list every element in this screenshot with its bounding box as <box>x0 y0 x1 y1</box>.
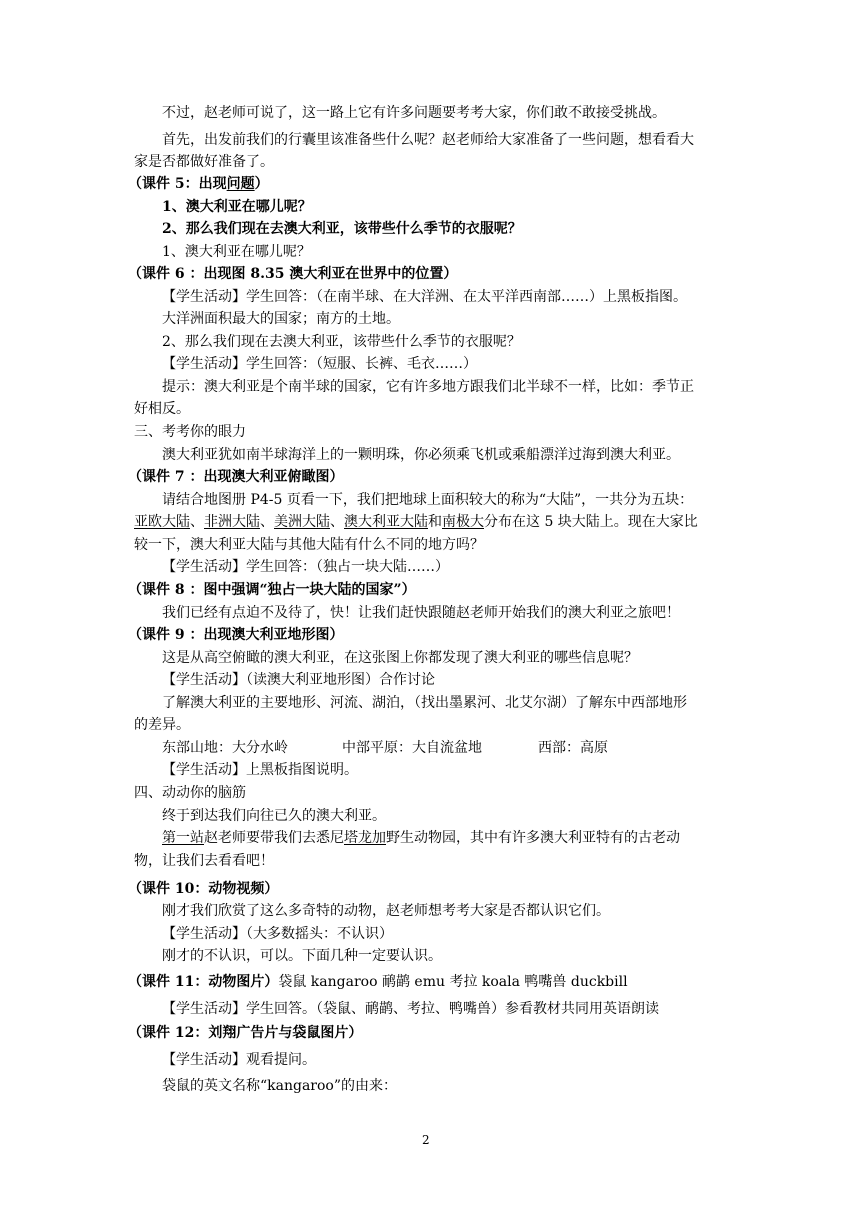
continent-label: 美洲大陆 <box>274 514 330 530</box>
courseware-heading: （课件 6 ：出现图 8.35 澳大利亚在世界中的位置） <box>128 266 458 282</box>
paragraph: 第一站赵老师要带我们去悉尼塔龙加野生动物园，其中有许多澳大利亚特有的古老动 <box>162 830 680 846</box>
paragraph: 家是否都做好准备了。 <box>134 154 274 170</box>
paragraph: 物，让我们去看看吧！ <box>134 853 274 869</box>
section-heading: 三、考考你的眼力 <box>134 424 246 440</box>
courseware-heading: （课件 11：动物图片）袋鼠 kangaroo 鸸鹋 emu 考拉 koala 鸭嘴兽 duckbill <box>128 974 628 990</box>
student-activity: 【学生活动】学生回答。（袋鼠、鸸鹋、考拉、鸭嘴兽）参看教材共同用英语朗读 <box>162 1001 659 1017</box>
paragraph: 较一下，澳大利亚大陆与其他大陆有什么不同的地方吗？ <box>134 537 484 553</box>
section-heading: 四、动动你的脑筋 <box>134 785 246 801</box>
question: 1、澳大利亚在哪儿呢？ <box>162 244 311 260</box>
question: 2、那么我们现在去澳大利亚，该带些什么季节的衣服呢？ <box>162 334 521 350</box>
paragraph: 终于到达我们向往已久的澳大利亚。 <box>162 808 386 824</box>
paragraph: 不过，赵老师可说了，这一路上它有许多问题要考考大家，你们敢不敢接受挑战。 <box>162 105 666 121</box>
paragraph: 请结合地图册 P4-5 页看一下，我们把地球上面积较大的称为“大陆”，一共分为五块： <box>162 492 694 508</box>
terrain-middle: 中部平原：大自流盆地 <box>342 740 482 756</box>
courseware-heading: （课件 8 ：图中强调“独占一块大陆的国家”） <box>128 582 416 598</box>
courseware-heading: （课件 12：刘翔广告片与袋鼠图片） <box>128 1025 363 1041</box>
student-activity: 【学生活动】学生回答：（独占一块大陆……） <box>162 559 449 575</box>
question: 2、那么我们现在去澳大利亚，该带些什么季节的衣服呢？ <box>162 221 522 237</box>
student-activity: 【学生活动】学生回答：（短服、长裤、毛衣……） <box>162 356 477 372</box>
courseware-heading: （课件 9 ：出现澳大利亚地形图） <box>128 627 344 643</box>
paragraph: 刚才我们欣赏了这么多奇特的动物，赵老师想考考大家是否都认识它们。 <box>162 903 610 919</box>
page-number: 2 <box>422 1133 430 1147</box>
paragraph: 首先，出发前我们的行囊里该准备些什么呢？赵老师给大家准备了一些问题，想看看大 <box>162 132 694 148</box>
question: 1、澳大利亚在哪儿呢？ <box>162 199 312 215</box>
student-activity: 【学生活动】学生回答：（在南半球、在大洋洲、在太平洋西南部……）上黑板指图。 <box>162 289 687 305</box>
paragraph: 亚欧大陆、非洲大陆、美洲大陆、澳大利亚大陆和南极大分布在这 5 块大陆上。现在大家比 <box>134 514 698 530</box>
courseware-heading: （课件 10：动物视频） <box>128 881 279 897</box>
continent-label: 亚欧大陆 <box>134 514 190 530</box>
courseware-heading: （课件 7 ：出现澳大利亚俯瞰图） <box>128 469 344 485</box>
paragraph: 提示：澳大利亚是个南半球的国家，它有许多地方跟我们北半球不一样，比如：季节正 <box>162 379 694 395</box>
paragraph: 袋鼠的英文名称“kangaroo”的由来： <box>162 1078 398 1094</box>
terrain-west: 西部：高原 <box>538 740 608 756</box>
continent-label: 非洲大陆 <box>204 514 260 530</box>
paragraph: 好相反。 <box>134 401 190 417</box>
student-activity: 【学生活动】上黑板指图说明。 <box>162 762 358 778</box>
student-activity: 【学生活动】（读澳大利亚地形图）合作讨论 <box>162 672 435 688</box>
paragraph: 澳大利亚犹如南半球海洋上的一颗明珠，你必须乘飞机或乘船漂洋过海到澳大利亚。 <box>162 447 680 463</box>
terrain-east: 东部山地：大分水岭 <box>162 740 288 756</box>
paragraph: 刚才的不认识，可以。下面几种一定要认识。 <box>162 948 442 964</box>
paragraph: 这是从高空俯瞰的澳大利亚，在这张图上你都发现了澳大利亚的哪些信息呢？ <box>162 650 638 666</box>
paragraph: 我们已经有点迫不及待了，快！让我们赶快跟随赵老师开始我们的澳大利亚之旅吧！ <box>162 605 680 621</box>
student-activity: 【学生活动】观看提问。 <box>162 1052 316 1068</box>
paragraph: 大洋洲面积最大的国家；南方的土地。 <box>162 311 400 327</box>
paragraph: 了解澳大利亚的主要地形、河流、湖泊，（找出墨累河、北艾尔湖）了解东中西部地形 <box>162 695 687 711</box>
courseware-heading: （课件 5：出现问题） <box>128 176 269 192</box>
student-activity: 【学生活动】（大多数摇头：不认识） <box>162 926 393 942</box>
continent-label: 南极大 <box>442 514 484 530</box>
paragraph: 的差异。 <box>134 717 190 733</box>
continent-label: 澳大利亚大陆 <box>344 514 428 530</box>
